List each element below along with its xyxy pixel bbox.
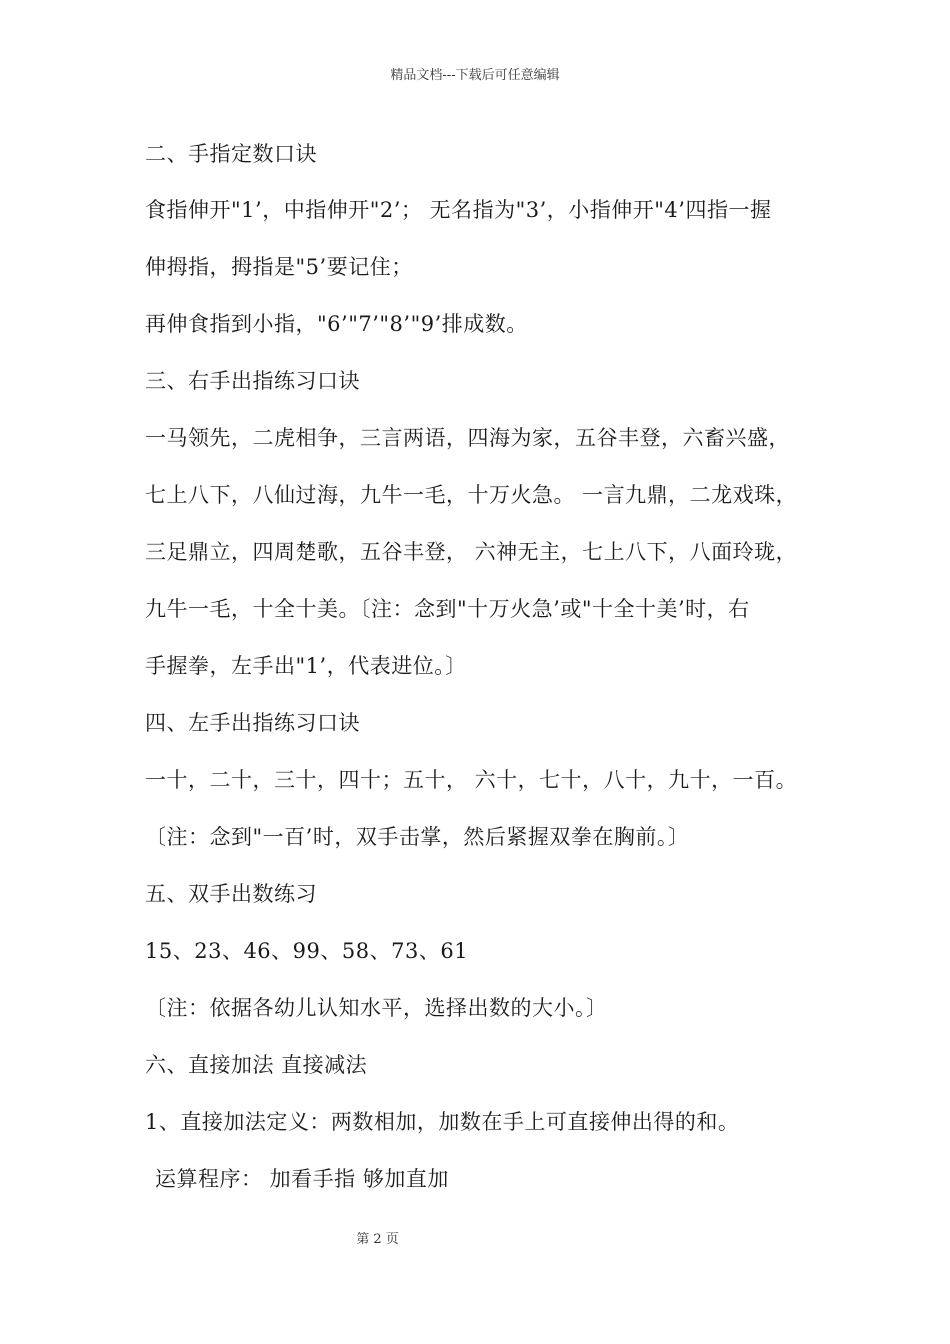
- paragraph-line: 伸拇指，拇指是"5’要记住；: [145, 255, 413, 279]
- paragraph-line: 食指伸开"1’，中指伸开"2’； 无名指为"3’，小指伸开"4’四指一握: [145, 198, 772, 222]
- heading-left-hand-practice: 四、左手出指练习口诀: [145, 711, 360, 735]
- paragraph-line: 七上八下，八仙过海，九牛一毛，十万火急。 一言九鼎，二龙戏珠，: [145, 483, 798, 507]
- heading-right-hand-practice: 三、右手出指练习口诀: [145, 369, 360, 393]
- paragraph-line: 九牛一毛，十全十美。〔注：念到"十万火急’或"十全十美’时，右: [145, 597, 750, 621]
- page-number: 第 2 页: [356, 1232, 399, 1247]
- paragraph-line: 手握拳，左手出"1’，代表进位。〕: [145, 654, 467, 678]
- paragraph-line: 再伸食指到小指，"6’"7’"8’"9’排成数。: [145, 312, 528, 336]
- paragraph-line: 1、直接加法定义：两数相加，加数在手上可直接伸出得的和。: [145, 1110, 740, 1134]
- paragraph-line: 一马领先，二虎相争，三言两语，四海为家，五谷丰登，六畜兴盛，: [145, 426, 790, 450]
- heading-direct-add-subtract: 六、直接加法 直接减法: [145, 1053, 368, 1077]
- paragraph-line: 15、23、46、99、58、73、61: [145, 939, 469, 963]
- paragraph-line: 运算程序： 加看手指 够加直加: [155, 1167, 449, 1191]
- paragraph-line: 〔注：念到"一百’时，双手击掌，然后紧握双拳在胸前。〕: [145, 825, 690, 849]
- heading-two-hand-practice: 五、双手出数练习: [145, 882, 317, 906]
- paragraph-line: 三足鼎立，四周楚歌，五谷丰登， 六神无主，七上八下，八面玲珑，: [145, 540, 798, 564]
- heading-finger-number-rhyme: 二、手指定数口诀: [145, 142, 317, 166]
- paragraph-line: 〔注：依据各幼儿认知水平，选择出数的大小。〕: [145, 996, 608, 1020]
- paragraph-line: 一十，二十，三十，四十；五十， 六十，七十，八十，九十，一百。: [145, 768, 798, 792]
- page-header: 精品文档---下载后可任意编辑: [390, 68, 560, 83]
